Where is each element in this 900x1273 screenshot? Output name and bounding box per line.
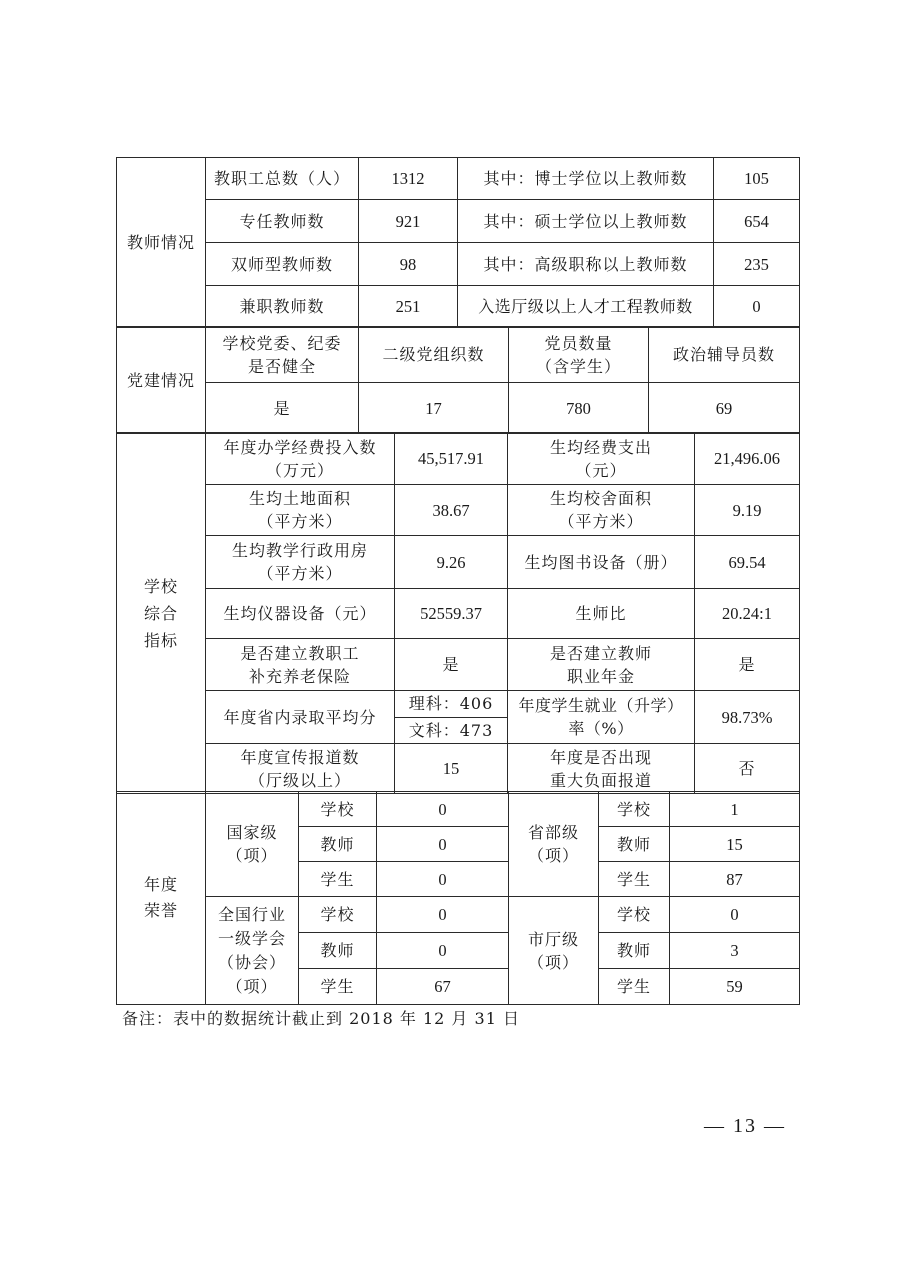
honors-item-value: 87 xyxy=(670,862,800,897)
honors-item-key: 学校 xyxy=(599,897,670,933)
school-label-1: 是否建立教职工 补充养老保险 xyxy=(206,639,395,691)
teachers-row-sub-label: 入选厅级以上人才工程教师数 xyxy=(458,286,714,328)
honors-item-value: 0 xyxy=(377,792,509,827)
honors-item-value: 0 xyxy=(377,897,509,933)
teachers-row-value: 251 xyxy=(359,286,458,328)
teachers-row-value: 1312 xyxy=(359,158,458,200)
school-value-1: 9.26 xyxy=(395,536,508,589)
page-number: — 13 — xyxy=(704,1115,786,1137)
school-value-1: 是 xyxy=(395,639,508,691)
party-header: 党员数量 （含学生） xyxy=(509,327,649,383)
school-section-label: 学校 综合 指标 xyxy=(117,433,206,794)
school-label-1: 生均教学行政用房 （平方米） xyxy=(206,536,395,589)
party-table xyxy=(116,326,800,434)
party-value: 17 xyxy=(359,383,509,434)
party-header: 政治辅导员数 xyxy=(649,327,800,383)
party-section-label: 党建情况 xyxy=(117,327,206,434)
school-indicators-table xyxy=(116,432,800,794)
honors-item-key: 学校 xyxy=(299,792,377,827)
honors-item-key: 学校 xyxy=(299,897,377,933)
school-value-1: 52559.37 xyxy=(395,589,508,639)
honors-item-value: 0 xyxy=(670,897,800,933)
school-value-1: 38.67 xyxy=(395,485,508,536)
school-label-2: 生均图书设备（册） xyxy=(508,536,695,589)
honors-item-value: 3 xyxy=(670,933,800,969)
honors-item-value: 1 xyxy=(670,792,800,827)
school-label-1: 生均土地面积 （平方米） xyxy=(206,485,395,536)
honors-item-value: 15 xyxy=(670,827,800,862)
school-label-2: 年度学生就业（升学） 率（%） xyxy=(508,691,695,744)
honors-item-key: 学生 xyxy=(599,969,670,1005)
party-header: 学校党委、纪委 是否健全 xyxy=(206,327,359,383)
science-score: 理科：406 xyxy=(408,694,494,714)
admission-score-split xyxy=(395,691,507,743)
teachers-row-sub-label: 其中：硕士学位以上教师数 xyxy=(458,200,714,243)
honors-item-key: 学生 xyxy=(299,969,377,1005)
party-value: 780 xyxy=(509,383,649,434)
party-value: 69 xyxy=(649,383,800,434)
school-value-2: 21,496.06 xyxy=(695,433,800,485)
school-label-1: 年度省内录取平均分 xyxy=(206,691,395,744)
school-label-1: 年度办学经费投入数 （万元） xyxy=(206,433,395,485)
teachers-row-sub-label: 其中：博士学位以上教师数 xyxy=(458,158,714,200)
teachers-row-label: 教职工总数（人） xyxy=(206,158,359,200)
teachers-section-label: 教师情况 xyxy=(117,158,206,328)
honors-item-value: 0 xyxy=(377,862,509,897)
school-value-2: 98.73% xyxy=(695,691,800,744)
teachers-row-value: 921 xyxy=(359,200,458,243)
honors-group-label: 全国行业 一级学会 （协会） （项） xyxy=(206,897,299,1005)
school-value-2: 69.54 xyxy=(695,536,800,589)
party-value: 是 xyxy=(206,383,359,434)
honors-item-key: 教师 xyxy=(599,827,670,862)
honors-table xyxy=(116,791,800,1005)
teachers-row-label: 双师型教师数 xyxy=(206,243,359,286)
honors-section-label: 年度 荣誉 xyxy=(117,792,206,1005)
school-label-1: 年度宣传报道数 （厅级以上） xyxy=(206,744,395,794)
school-label-1: 生均仪器设备（元） xyxy=(206,589,395,639)
teachers-row-label: 专任教师数 xyxy=(206,200,359,243)
teachers-row-sub-value: 0 xyxy=(714,286,800,328)
teachers-row-sub-value: 235 xyxy=(714,243,800,286)
honors-group-label: 国家级 （项） xyxy=(206,792,299,897)
party-header: 二级党组织数 xyxy=(359,327,509,383)
teachers-row-sub-value: 654 xyxy=(714,200,800,243)
honors-item-value: 0 xyxy=(377,827,509,862)
school-value-2: 9.19 xyxy=(695,485,800,536)
school-value-1: 45,517.91 xyxy=(395,433,508,485)
school-label-2: 生均校舍面积 （平方米） xyxy=(508,485,695,536)
teachers-row-sub-label: 其中：高级职称以上教师数 xyxy=(458,243,714,286)
school-label-2: 生师比 xyxy=(508,589,695,639)
school-value-2: 20.24:1 xyxy=(695,589,800,639)
school-value-2: 否 xyxy=(695,744,800,794)
honors-item-key: 学生 xyxy=(299,862,377,897)
school-value-2: 是 xyxy=(695,639,800,691)
teachers-table xyxy=(116,157,800,328)
school-value-1: 15 xyxy=(395,744,508,794)
honors-group-label: 省部级 （项） xyxy=(509,792,599,897)
honors-item-value: 67 xyxy=(377,969,509,1005)
honors-item-key: 教师 xyxy=(299,933,377,969)
school-label-2: 年度是否出现 重大负面报道 xyxy=(508,744,695,794)
teachers-row-label: 兼职教师数 xyxy=(206,286,359,328)
honors-item-key: 学校 xyxy=(599,792,670,827)
footnote: 备注：表中的数据统计截止到 2018 年 12 月 31 日 xyxy=(122,1009,520,1028)
honors-item-key: 教师 xyxy=(299,827,377,862)
school-label-2: 是否建立教师 职业年金 xyxy=(508,639,695,691)
honors-item-key: 学生 xyxy=(599,862,670,897)
honors-group-label: 市厅级 （项） xyxy=(509,897,599,1005)
honors-item-value: 59 xyxy=(670,969,800,1005)
honors-item-value: 0 xyxy=(377,933,509,969)
teachers-row-value: 98 xyxy=(359,243,458,286)
honors-item-key: 教师 xyxy=(599,933,670,969)
arts-score: 文科：473 xyxy=(395,717,507,744)
school-label-2: 生均经费支出 （元） xyxy=(508,433,695,485)
teachers-row-sub-value: 105 xyxy=(714,158,800,200)
